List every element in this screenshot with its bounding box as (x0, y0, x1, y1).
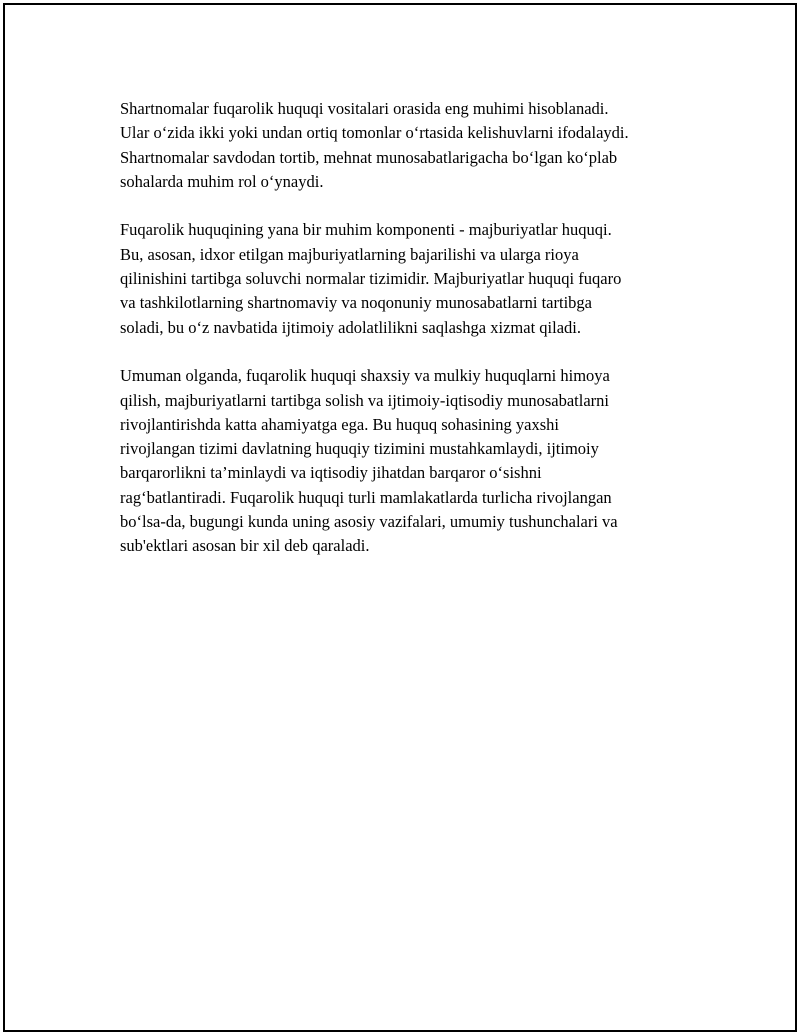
text-line: bo‘lsa-da, bugungi kunda uning asosiy vazifalari, umumiy tushunchalari va (120, 512, 618, 532)
text-line: Bu, asosan, idxor etilgan majburiyatlarning bajarilishi va ularga rioya (120, 244, 579, 264)
text-line: Umuman olganda, fuqarolik huquqi shaxsiy va mulkiy huquqlarni himoya (120, 366, 610, 386)
paragraph-conclusion (120, 364, 720, 558)
text-line: qilish, majburiyatlarni tartibga solish va ijtimoiy-iqtisodiy munosabatlarni (120, 390, 609, 410)
text-line: rivojlantirishda katta ahamiyatga ega. Bu huquq sohasining yaxshi (120, 414, 559, 434)
text-line: sohalarda muhim rol o‘ynaydi. (120, 171, 324, 191)
text-line: rag‘batlantiradi. Fuqarolik huquqi turli mamlakatlarda turlicha rivojlangan (120, 487, 612, 507)
text-line: va tashkilotlarning shartnomaviy va noqonuniy munosabatlarni tartibga (120, 293, 592, 313)
paragraph-obligations (120, 218, 720, 339)
text-line: qilinishini tartibga soluvchi normalar tizimidir. Majburiyatlar huquqi fuqaro (120, 269, 622, 289)
text-line: rivojlangan tizimi davlatning huquqiy tizimini mustahkamlaydi, ijtimoiy (120, 439, 599, 459)
text-line: Fuqarolik huquqining yana bir muhim komponenti - majburiyatlar huquqi. (120, 220, 612, 240)
text-line: Shartnomalar fuqarolik huquqi vositalari orasida eng muhimi hisoblanadi. (120, 99, 609, 118)
text-line: soladi, bu o‘z navbatida ijtimoiy adolatlilikni saqlashga xizmat qiladi. (120, 317, 581, 337)
text-line: Ular o‘zida ikki yoki undan ortiq tomonlar o‘rtasida kelishuvlarni ifodalaydi. (120, 123, 629, 143)
text-line: Shartnomalar savdodan tortib, mehnat munosabatlarigacha bo‘lgan ko‘plab (120, 147, 618, 167)
paragraph-contracts (120, 97, 720, 194)
text-line: sub'ektlari asosan bir xil deb qaraladi. (120, 536, 370, 556)
text-line: barqarorlikni ta’minlaydi va iqtisodiy jihatdan barqaror o‘sishni (120, 463, 542, 483)
document-body (120, 97, 720, 583)
document-page (3, 3, 797, 1032)
